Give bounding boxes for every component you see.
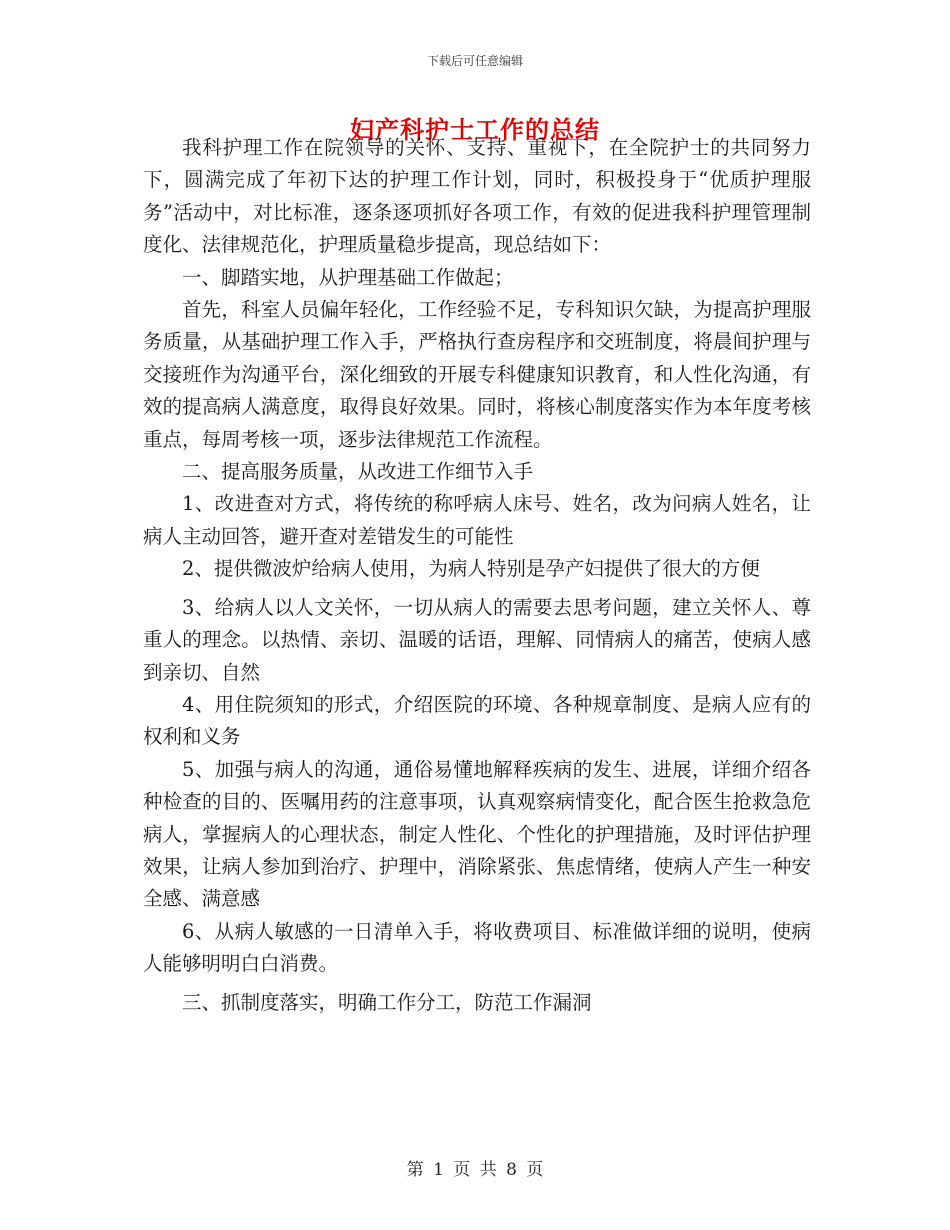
section-heading-3: 三、抓制度落实，明确工作分工，防范工作漏洞: [182, 990, 592, 1014]
section-heading-1: 一、脚踏实地，从护理基础工作做起；: [182, 265, 514, 289]
list-item-6: 6、从病人敏感的一日清单入手，将收费项目、标准做详细的说明，使病人能够明明白白消费。: [143, 919, 811, 976]
paragraph-section-1: 首先，科室人员偏年轻化，工作经验不足，专科知识欠缺，为提高护理服务质量，从基础护理工作入手，严格执行查房程序和交班制度，将晨间护理与交接班作为沟通平台，深化细致的开展专科健康知识教育，和人性化沟通，有效的提高病人满意度，取得良好效果。同时，将核心制度落实作为本年度考核重点，每周考核一项，逐步法律规范工作流程。: [143, 298, 811, 451]
list-item-2: 2、提供微波炉给病人使用，为病人特别是孕产妇提供了很大的方便: [182, 557, 760, 581]
list-item-4: 4、用住院须知的形式，介绍医院的环境、各种规章制度、是病人应有的权利和义务: [143, 692, 811, 749]
list-item-1: 1、改进查对方式，将传统的称呼病人床号、姓名，改为问病人姓名，让病人主动回答，避开查对差错发生的可能性: [143, 492, 811, 548]
section-heading-2: 二、提高服务质量，从改进工作细节入手: [182, 460, 534, 484]
header-note: 下载后可任意编辑: [426, 54, 523, 68]
list-item-3: 3、给病人以人文关怀，一切从病人的需要去思考问题，建立关怀人、尊重人的理念。以热情、亲切、温暖的话语，理解、同情病人的痛苦，使病人感到亲切、自然: [143, 595, 811, 684]
list-item-5: 5、加强与病人的沟通，通俗易懂地解释疾病的发生、进展，详细介绍各种检查的目的、医嘱用药的注意事项，认真观察病情变化，配合医生抢救急危病人，掌握病人的心理状态，制定人性化、个性化的护理措施，及时评估护理效果，让病人参加到治疗、护理中，消除紧张、焦虑情绪，使病人产生一种安全感、满意感: [143, 757, 811, 911]
document-title: 妇产科护士工作的总结: [350, 115, 600, 144]
document-body: [143, 132, 811, 1019]
paragraph-intro: 我科护理工作在院领导的关怀、支持、重视下，在全院护士的共同努力下，圆满完成了年初下达的护理工作计划，同时，积极投身于“优质护理服务”活动中，对比标准，逐条逐项抓好各项工作，有效的促进我科护理管理制度化、法律规范化，护理质量稳步提高，现总结如下：: [143, 136, 811, 257]
page-footer: 第 1 页 共 8 页: [406, 1160, 544, 1180]
